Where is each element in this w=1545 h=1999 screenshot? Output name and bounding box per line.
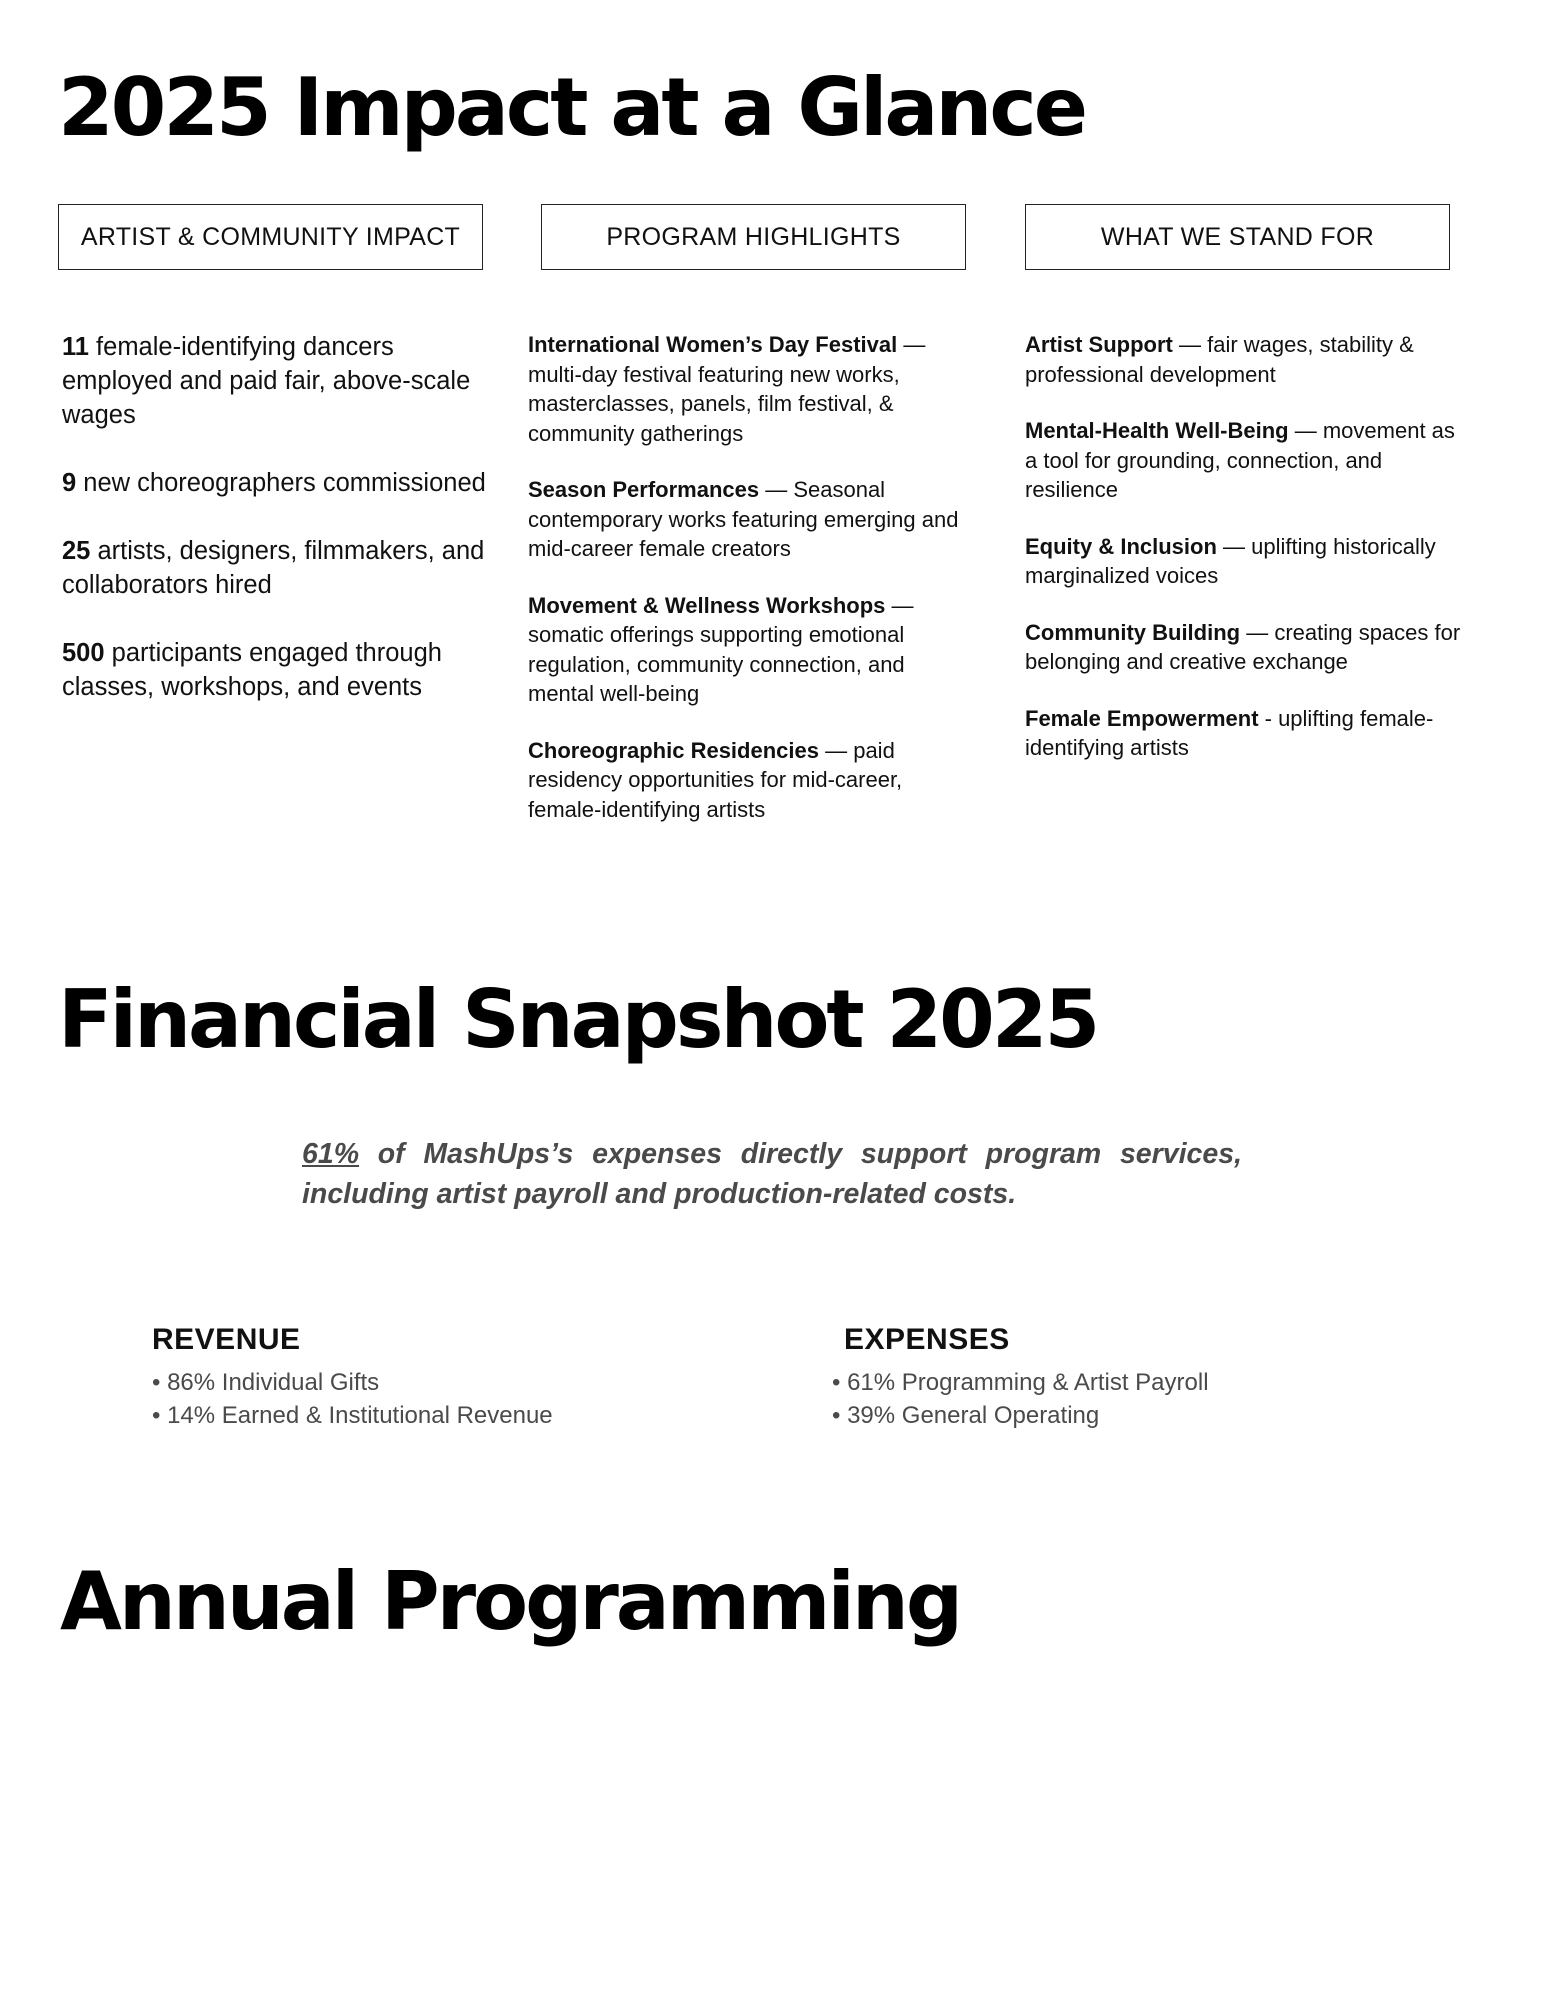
program-item — [528, 330, 968, 448]
expenses-line: • 61% Programming & Artist Payroll — [832, 1369, 1209, 1396]
stat-number: 9 — [62, 469, 77, 497]
stat-text: artists, designers, filmmakers, and collaborators hired — [62, 537, 485, 599]
program-title: Choreographic Residencies — [528, 737, 819, 763]
value-item — [1025, 330, 1465, 389]
program-highlights-header: PROGRAM HIGHLIGHTS — [541, 204, 966, 270]
revenue-line: • 86% Individual Gifts — [152, 1369, 380, 1396]
statement-percentage: 61% — [302, 1138, 360, 1170]
revenue-section — [152, 1320, 553, 1432]
values-column — [1025, 330, 1465, 790]
artist-community-impact-header: ARTIST & COMMUNITY IMPACT — [58, 204, 483, 270]
program-desc: — paid residency opportunities for mid-career, female-identifying artists — [528, 737, 903, 822]
stat-number: 25 — [62, 537, 91, 565]
expenses-line: • 39% General Operating — [832, 1402, 1100, 1429]
value-desc: — movement as a tool for grounding, connection, and resilience — [1025, 418, 1455, 502]
program-desc: — multi-day festival featuring new works, masterclasses, panels, film festival, & community gatherings — [528, 332, 926, 446]
program-desc: — somatic offerings supporting emotional regulation, community connection, and mental well-being — [528, 592, 914, 706]
stat-item — [62, 636, 492, 704]
program-desc: — Seasonal contemporary works featuring emerging and mid-career female creators — [528, 477, 959, 561]
value-desc: — uplifting historically marginalized voices — [1025, 533, 1436, 588]
value-desc: — creating spaces for belonging and creative exchange — [1025, 619, 1461, 674]
financial-title: Financial Snapshot 2025 — [58, 973, 1098, 1066]
value-item — [1025, 704, 1465, 763]
stat-number: 11 — [62, 333, 89, 361]
revenue-heading: REVENUE — [152, 1323, 301, 1356]
stat-item — [62, 330, 492, 432]
program-title: Season Performances — [528, 477, 760, 502]
artist-impact-column — [62, 330, 492, 738]
stat-text: new choreographers commissioned — [76, 469, 486, 497]
expenses-heading: EXPENSES — [844, 1323, 1010, 1356]
stat-text: female-identifying dancers employed and paid fair, above-scale wages — [62, 333, 471, 429]
value-title: Mental-Health Well-Being — [1025, 418, 1289, 443]
value-item — [1025, 618, 1465, 677]
stat-item — [62, 466, 492, 500]
financial-statement — [302, 1134, 1242, 1214]
programming-title: Annual Programming — [60, 1555, 961, 1648]
expenses-section — [832, 1320, 1209, 1432]
revenue-line: • 14% Earned & Institutional Revenue — [152, 1402, 553, 1429]
stat-item — [62, 534, 492, 602]
program-item — [528, 736, 968, 825]
program-highlights-column — [528, 330, 968, 851]
program-item — [528, 475, 968, 564]
value-desc: — fair wages, stability & professional development — [1025, 332, 1414, 387]
impact-title: 2025 Impact at a Glance — [58, 61, 1086, 154]
value-title: Equity & Inclusion — [1025, 533, 1217, 559]
value-desc: - uplifting female-identifying artists — [1025, 705, 1434, 760]
stat-text: participants engaged through classes, workshops, and events — [62, 639, 442, 701]
value-item — [1025, 416, 1465, 505]
value-item — [1025, 532, 1465, 591]
value-title: Community Building — [1025, 619, 1241, 645]
program-title: Movement & Wellness Workshops — [528, 592, 886, 618]
statement-text: of MashUps’s expenses directly support program services, including artist payroll and production-related costs. — [302, 1138, 1242, 1210]
program-title: International Women’s Day Festival — [528, 332, 898, 357]
program-item — [528, 591, 968, 709]
value-title: Female Empowerment — [1025, 705, 1259, 731]
stat-number: 500 — [62, 639, 105, 667]
value-title: Artist Support — [1025, 332, 1173, 357]
what-we-stand-for-header: WHAT WE STAND FOR — [1025, 204, 1450, 270]
